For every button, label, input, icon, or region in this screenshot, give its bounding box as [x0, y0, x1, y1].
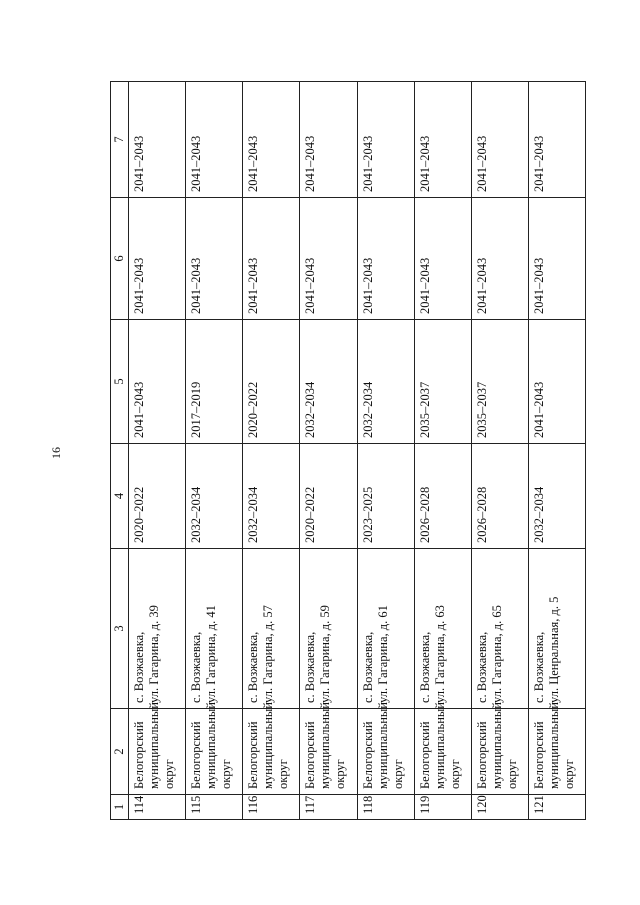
column-header: 3: [111, 549, 129, 709]
district-cell-line: муниципальный: [546, 702, 561, 789]
district-cell-line: Белогорский: [531, 721, 546, 789]
period-cell-5: 2035–2037: [414, 320, 471, 444]
table-body: [129, 82, 586, 820]
address-cell-line: с. Возжаевка,: [303, 631, 318, 703]
period-cell-7: 2041–2043: [300, 82, 357, 198]
district-cell-line: муниципальный: [432, 702, 447, 789]
period-cell-4: 2026–2028: [471, 444, 528, 549]
period-cell-7: 2041–2043: [357, 82, 414, 198]
column-header: 2: [111, 709, 129, 795]
address-cell: [243, 549, 300, 709]
district-cell-line: Белогорский: [417, 721, 432, 789]
period-cell-7: 2041–2043: [129, 82, 186, 198]
table-row: [414, 82, 471, 820]
address-cell: [357, 549, 414, 709]
period-cell-5: 2041–2043: [129, 320, 186, 444]
address-cell: [471, 549, 528, 709]
address-cell: [414, 549, 471, 709]
period-cell-6: 2041–2043: [243, 198, 300, 320]
period-cell-4: 2026–2028: [414, 444, 471, 549]
district-cell-line: округ: [447, 759, 462, 789]
row-number-cell: 119: [414, 795, 471, 820]
period-cell-5: 2035–2037: [471, 320, 528, 444]
address-cell-line: ул. Гагарина, д. 57: [261, 605, 276, 703]
period-cell-4: 2020–2022: [300, 444, 357, 549]
district-cell-line: Белогорский: [132, 721, 146, 789]
period-cell-6: 2041–2043: [471, 198, 528, 320]
period-cell-4: 2032–2034: [528, 444, 585, 549]
district-cell-line: муниципальный: [375, 702, 390, 789]
district-cell-line: муниципальный: [489, 702, 504, 789]
row-number-cell: 114: [129, 795, 186, 820]
period-cell-5: 2032–2034: [300, 320, 357, 444]
district-cell-line: муниципальный: [261, 702, 276, 789]
row-number-cell: 121: [528, 795, 585, 820]
period-cell-4: 2023–2025: [357, 444, 414, 549]
column-header: 6: [111, 198, 129, 320]
district-cell-line: округ: [219, 759, 234, 789]
address-cell-line: с. Возжаевка,: [474, 631, 489, 703]
column-header: 1: [111, 795, 129, 820]
period-cell-6: 2041–2043: [357, 198, 414, 320]
district-cell: [300, 702, 357, 795]
address-cell-line: с. Возжаевка,: [189, 631, 204, 703]
column-header: 5: [111, 320, 129, 444]
district-cell-line: Белогорский: [474, 721, 489, 789]
header-row: [111, 82, 129, 820]
address-cell-line: с. Возжаевка,: [417, 631, 432, 703]
district-cell: [471, 702, 528, 795]
district-cell: [357, 702, 414, 795]
period-cell-4: 2020–2022: [129, 444, 186, 549]
period-cell-6: 2041–2043: [300, 198, 357, 320]
table-row: [528, 82, 585, 820]
address-cell-line: с. Возжаевка,: [132, 631, 146, 703]
period-cell-5: 2020–2022: [243, 320, 300, 444]
period-cell-6: 2041–2043: [414, 198, 471, 320]
district-cell-line: Белогорский: [303, 721, 318, 789]
address-cell-line: с. Возжаевка,: [360, 631, 375, 703]
period-cell-7: 2041–2043: [243, 82, 300, 198]
period-cell-7: 2041–2043: [186, 82, 243, 198]
district-cell: [528, 702, 585, 795]
table-row: [129, 82, 186, 820]
address-cell: [528, 549, 585, 709]
period-cell-6: 2041–2043: [528, 198, 585, 320]
district-cell-line: муниципальный: [318, 702, 333, 789]
period-cell-4: 2032–2034: [186, 444, 243, 549]
district-cell-line: муниципальный: [147, 702, 161, 789]
table-row: [186, 82, 243, 820]
table-row: [471, 82, 528, 820]
period-cell-4: 2032–2034: [243, 444, 300, 549]
address-cell-line: с. Возжаевка,: [246, 631, 261, 703]
rotated-table-container: [110, 82, 586, 820]
table-row: [357, 82, 414, 820]
district-cell-line: Белогорский: [246, 721, 261, 789]
period-cell-6: 2041–2043: [129, 198, 186, 320]
period-cell-7: 2041–2043: [471, 82, 528, 198]
district-cell-line: муниципальный: [204, 702, 219, 789]
table-row: [300, 82, 357, 820]
district-cell-line: округ: [333, 759, 348, 789]
period-cell-5: 2041–2043: [528, 320, 585, 444]
district-cell: [129, 702, 186, 795]
row-number-cell: 118: [357, 795, 414, 820]
row-number-cell: 115: [186, 795, 243, 820]
address-cell-line: ул. Гагарина, д. 65: [489, 605, 504, 703]
row-number-cell: 117: [300, 795, 357, 820]
row-number-cell: 120: [471, 795, 528, 820]
address-cell-line: ул. Гагарина, д. 59: [318, 605, 333, 703]
district-cell-line: округ: [390, 759, 405, 789]
period-cell-7: 2041–2043: [414, 82, 471, 198]
address-cell: [129, 549, 186, 709]
district-cell-line: округ: [504, 759, 519, 789]
column-header: 4: [111, 444, 129, 549]
district-cell-line: округ: [561, 759, 576, 789]
district-cell-line: округ: [276, 759, 291, 789]
district-cell-line: Белогорский: [360, 721, 375, 789]
period-cell-7: 2041–2043: [528, 82, 585, 198]
district-cell: [414, 702, 471, 795]
address-cell-line: ул. Ценральная, д. 5: [546, 596, 561, 703]
period-cell-6: 2041–2043: [186, 198, 243, 320]
column-header: 7: [111, 82, 129, 198]
period-cell-5: 2017–2019: [186, 320, 243, 444]
address-cell: [186, 549, 243, 709]
address-cell: [300, 549, 357, 709]
district-cell-line: Белогорский: [189, 721, 204, 789]
address-cell-line: ул. Гагарина, д. 39: [147, 605, 161, 703]
schedule-table: [110, 81, 586, 820]
address-cell-line: ул. Гагарина, д. 61: [375, 605, 390, 703]
district-cell: [243, 702, 300, 795]
page-number: 16: [49, 447, 63, 459]
district-cell: [186, 702, 243, 795]
district-cell-line: округ: [162, 759, 176, 789]
table-row: [243, 82, 300, 820]
address-cell-line: ул. Гагарина, д. 41: [204, 605, 219, 703]
period-cell-5: 2032–2034: [357, 320, 414, 444]
row-number-cell: 116: [243, 795, 300, 820]
address-cell-line: ул. Гагарина, д. 63: [432, 605, 447, 703]
address-cell-line: с. Возжаевка,: [531, 631, 546, 703]
